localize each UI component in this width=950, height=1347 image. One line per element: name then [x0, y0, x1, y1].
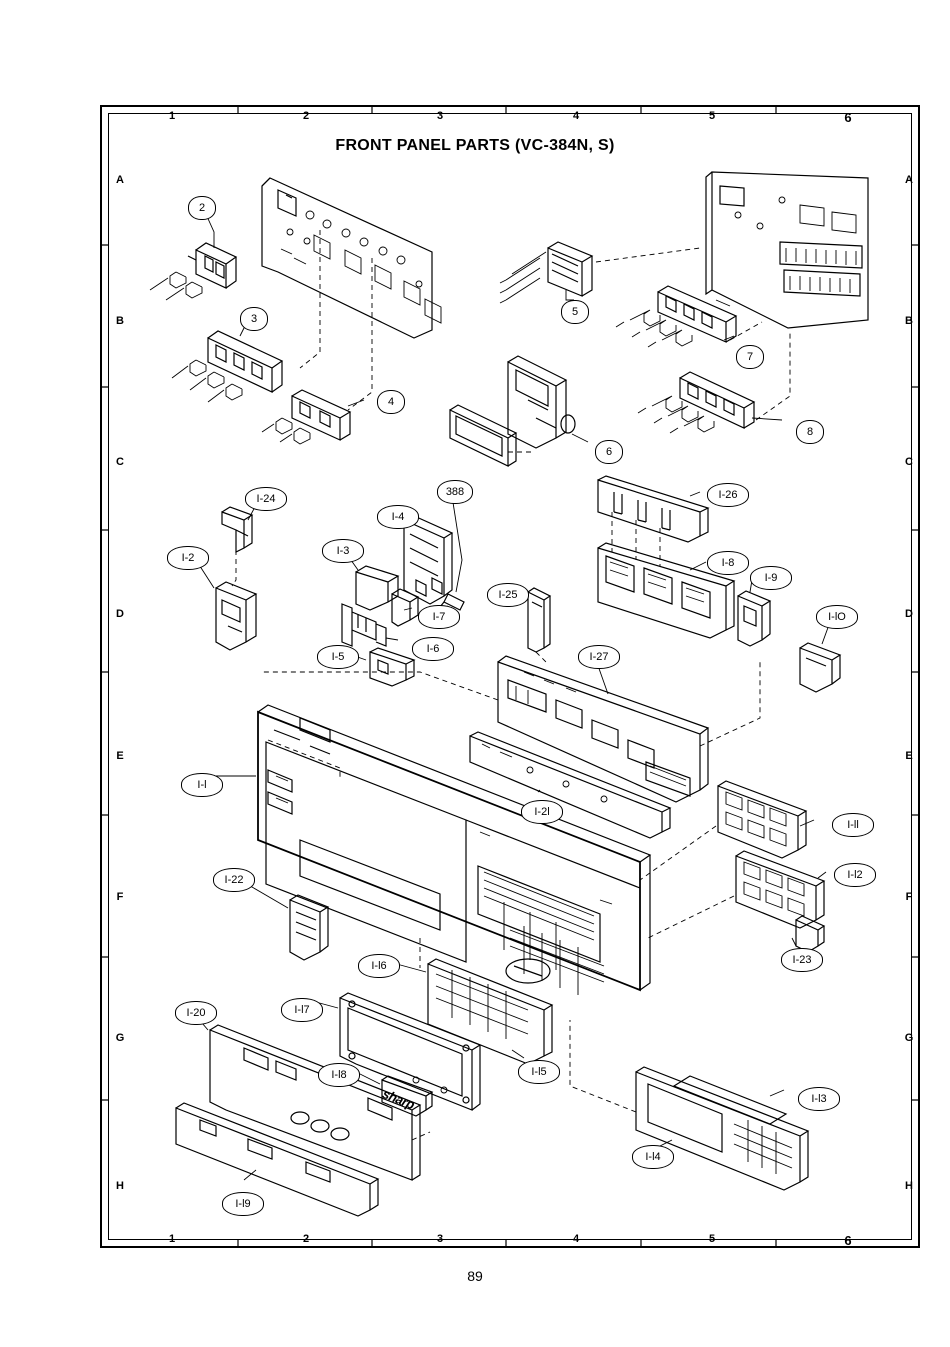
callout-i15[interactable]: I-l5 [518, 1060, 560, 1084]
callout-i20[interactable]: I-20 [175, 1001, 217, 1025]
row-label-right-A: A [905, 174, 913, 186]
row-label-right-C: C [905, 456, 913, 468]
row-label-left-G: G [115, 1032, 125, 1044]
callout-i13[interactable]: I-l3 [798, 1087, 840, 1111]
col-label-bottom-5: 5 [708, 1233, 716, 1245]
callout-7[interactable]: 7 [736, 345, 764, 369]
callout-i11[interactable]: I-ll [832, 813, 874, 837]
callout-i17[interactable]: I-l7 [281, 998, 323, 1022]
callout-i1[interactable]: I-l [181, 773, 223, 797]
callout-i27[interactable]: I-27 [578, 645, 620, 669]
callout-i24[interactable]: I-24 [245, 487, 287, 511]
callout-6[interactable]: 6 [595, 440, 623, 464]
row-label-left-A: A [116, 174, 124, 186]
callout-i4[interactable]: I-4 [377, 505, 419, 529]
col-label-top-3: 3 [436, 110, 444, 122]
callout-i25[interactable]: I-25 [487, 583, 529, 607]
page-title: FRONT PANEL PARTS (VC-384N, S) [335, 137, 615, 154]
row-label-right-F: F [905, 891, 913, 903]
callout-i12[interactable]: I-l2 [834, 863, 876, 887]
callout-i2[interactable]: I-2 [167, 546, 209, 570]
callout-i19[interactable]: I-l9 [222, 1192, 264, 1216]
callout-i8[interactable]: I-8 [707, 551, 749, 575]
row-label-right-G: G [904, 1032, 914, 1044]
row-label-right-B: B [905, 315, 913, 327]
row-label-left-E: E [116, 750, 124, 762]
page-number: 89 [467, 1268, 483, 1284]
col-label-top-2: 2 [302, 110, 310, 122]
callout-i22[interactable]: I-22 [213, 868, 255, 892]
col-label-bottom-1: 1 [168, 1233, 176, 1245]
callout-i16[interactable]: I-l6 [358, 954, 400, 978]
col-label-top-6: 6 [844, 110, 852, 125]
callout-2[interactable]: 2 [188, 196, 216, 220]
callout-5[interactable]: 5 [561, 300, 589, 324]
callout-i14[interactable]: I-l4 [632, 1145, 674, 1169]
row-label-right-H: H [905, 1180, 913, 1192]
row-label-left-B: B [116, 315, 124, 327]
callout-4[interactable]: 4 [377, 390, 405, 414]
col-label-top-5: 5 [708, 110, 716, 122]
row-label-right-E: E [905, 750, 913, 762]
col-label-bottom-2: 2 [302, 1233, 310, 1245]
callout-i23[interactable]: I-23 [781, 948, 823, 972]
col-label-bottom-6: 6 [844, 1233, 852, 1248]
col-label-bottom-4: 4 [572, 1233, 580, 1245]
callout-i10[interactable]: I-lO [816, 605, 858, 629]
callout-i26[interactable]: I-26 [707, 483, 749, 507]
brand-plate-label: sharp [380, 1086, 417, 1113]
callout-388[interactable]: 388 [437, 480, 473, 504]
col-label-top-4: 4 [572, 110, 580, 122]
row-label-left-D: D [116, 608, 124, 620]
callout-i3[interactable]: I-3 [322, 539, 364, 563]
callout-3[interactable]: 3 [240, 307, 268, 331]
col-label-top-1: 1 [168, 110, 176, 122]
callout-i7[interactable]: I-7 [418, 605, 460, 629]
row-label-left-H: H [116, 1180, 124, 1192]
callout-i5[interactable]: I-5 [317, 645, 359, 669]
callout-i21[interactable]: I-2l [521, 800, 563, 824]
callout-i9[interactable]: I-9 [750, 566, 792, 590]
row-label-right-D: D [905, 608, 913, 620]
callout-i6[interactable]: I-6 [412, 637, 454, 661]
callout-i18[interactable]: I-l8 [318, 1063, 360, 1087]
row-label-left-C: C [116, 456, 124, 468]
callout-8[interactable]: 8 [796, 420, 824, 444]
col-label-bottom-3: 3 [436, 1233, 444, 1245]
row-label-left-F: F [116, 891, 124, 903]
